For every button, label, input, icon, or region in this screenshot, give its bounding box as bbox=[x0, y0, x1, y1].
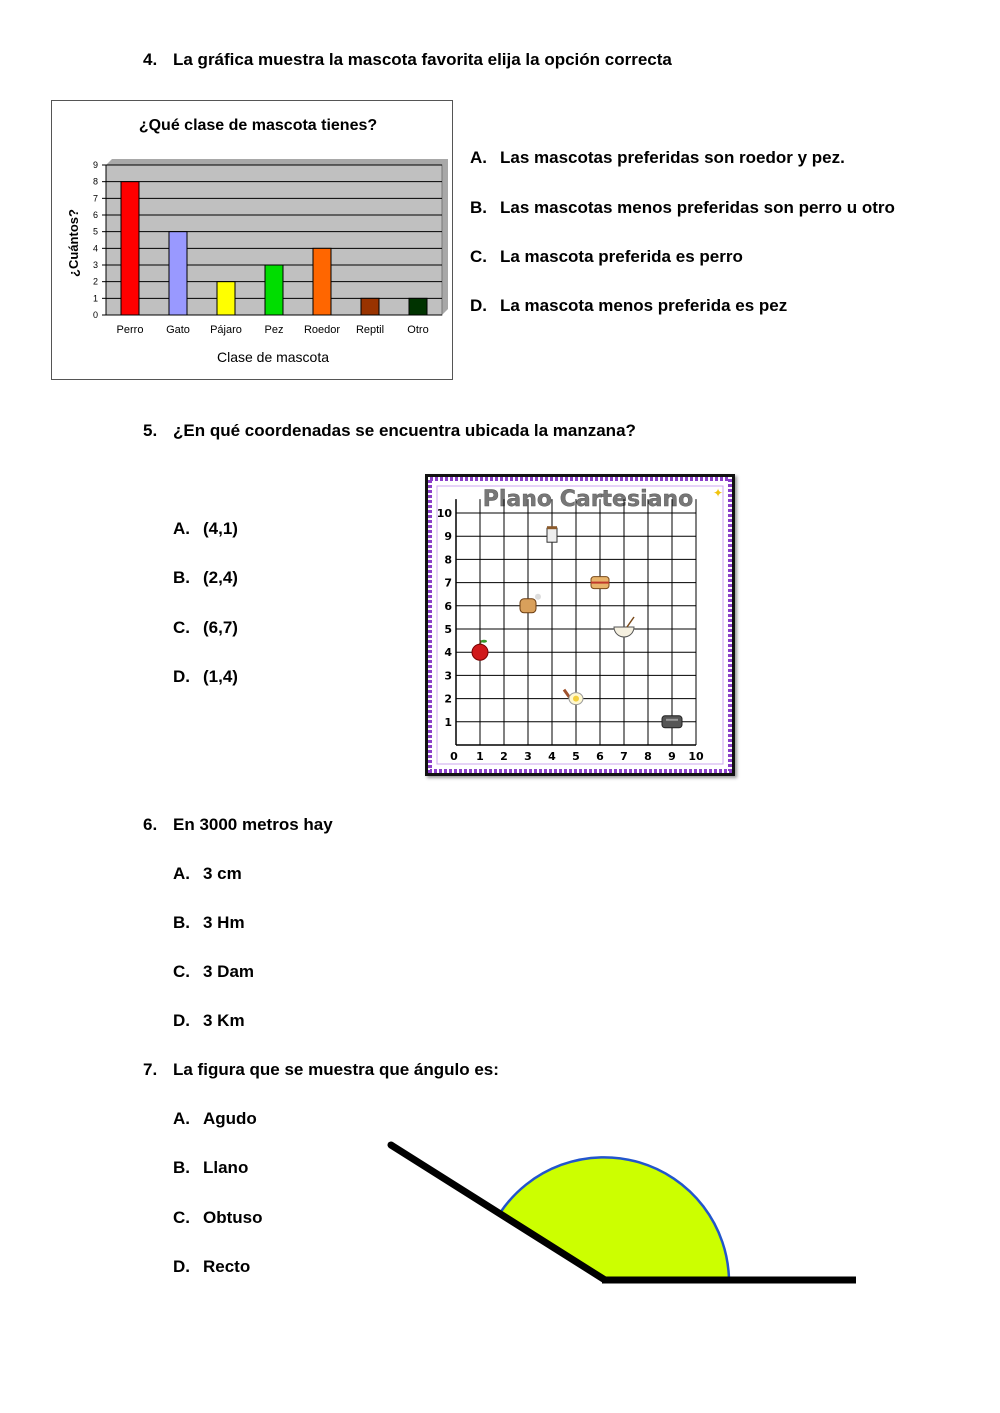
q7-option-d[interactable] bbox=[173, 1257, 250, 1277]
q4-option-d-letter: D. bbox=[470, 296, 487, 315]
q4-option-d[interactable] bbox=[470, 296, 787, 316]
q7-option-a-letter: A. bbox=[173, 1109, 190, 1128]
question-7-number: 7. bbox=[143, 1060, 158, 1079]
x-tick-label: Roedor bbox=[303, 324, 341, 336]
q6-option-d[interactable] bbox=[173, 1011, 245, 1031]
x-tick-label: 0 bbox=[450, 750, 458, 763]
q5-option-b[interactable] bbox=[173, 568, 238, 588]
y-tick-label: 6 bbox=[92, 210, 98, 220]
q4-option-c-letter: C. bbox=[470, 247, 487, 266]
x-axis-label: Clase de mascota bbox=[216, 349, 330, 365]
x-tick-label: Perro bbox=[116, 324, 144, 336]
cup-body bbox=[547, 528, 557, 542]
q7-option-d-letter: D. bbox=[173, 1257, 190, 1276]
y-tick-label: 7 bbox=[92, 193, 98, 204]
angle-arc bbox=[500, 1157, 729, 1280]
y-tick-label: 5 bbox=[444, 623, 452, 636]
q5-option-c[interactable] bbox=[173, 618, 238, 638]
y-tick-label: 10 bbox=[436, 507, 452, 520]
q4-option-b-text: Las mascotas menos preferidas son perro u otro bbox=[500, 198, 895, 217]
q4-option-a-letter: A. bbox=[470, 148, 487, 167]
q5-option-b-text: (2,4) bbox=[203, 568, 238, 587]
q6-option-a-letter: A. bbox=[173, 864, 190, 883]
sandwich-icon bbox=[591, 577, 609, 589]
bar-chart-svg bbox=[52, 101, 452, 379]
x-tick-label: Reptil bbox=[355, 324, 385, 336]
q7-option-c-letter: C. bbox=[173, 1208, 190, 1227]
y-tick-label: 1 bbox=[92, 293, 98, 304]
bar-pez bbox=[265, 265, 283, 315]
y-tick-label: 9 bbox=[444, 530, 452, 544]
y-tick-label: 5 bbox=[92, 226, 98, 237]
bar-pájaro bbox=[217, 282, 235, 315]
q5-option-d-text: (1,4) bbox=[203, 667, 238, 686]
question-5-text: ¿En qué coordenadas se encuentra ubicada la manzana? bbox=[173, 421, 636, 440]
x-tick-label: 8 bbox=[644, 750, 652, 763]
q6-option-d-letter: D. bbox=[173, 1011, 190, 1030]
apple-stem bbox=[480, 640, 481, 644]
q6-option-c-text: 3 Dam bbox=[203, 962, 255, 981]
y-tick-label: 4 bbox=[92, 243, 98, 254]
y-tick-label: 4 bbox=[444, 646, 452, 660]
y-tick-label: 6 bbox=[444, 599, 452, 613]
q4-option-c-text: La mascota preferida es perro bbox=[500, 247, 743, 266]
q6-option-d-text: 3 Km bbox=[203, 1011, 245, 1030]
plane-title: Plano Cartesiano bbox=[482, 487, 694, 512]
y-tick-label: 8 bbox=[92, 176, 98, 187]
q6-option-a-text: 3 cm bbox=[203, 864, 242, 883]
q5-option-d[interactable] bbox=[173, 667, 238, 687]
question-4-number: 4. bbox=[143, 50, 158, 69]
q5-option-a-letter: A. bbox=[173, 519, 190, 538]
bar-roedor bbox=[313, 248, 331, 315]
y-tick-label: 3 bbox=[92, 260, 98, 270]
q6-option-c-letter: C. bbox=[173, 962, 190, 981]
q6-option-a[interactable] bbox=[173, 864, 242, 884]
apple-leaf bbox=[481, 640, 487, 643]
q7-option-c-text: Obtuso bbox=[203, 1208, 263, 1227]
q6-option-b-letter: B. bbox=[173, 913, 190, 932]
y-tick-label: 2 bbox=[444, 692, 452, 706]
y-tick-label: 2 bbox=[92, 276, 98, 287]
q5-option-c-text: (6,7) bbox=[203, 618, 238, 637]
q7-option-d-text: Recto bbox=[203, 1257, 251, 1276]
q7-option-a-text: Agudo bbox=[203, 1109, 257, 1128]
toaster-slot bbox=[666, 719, 678, 721]
question-6-number: 6. bbox=[143, 815, 158, 834]
question-5-number: 5. bbox=[143, 421, 158, 440]
question-5-title bbox=[143, 421, 636, 441]
q5-option-d-letter: D. bbox=[173, 667, 190, 686]
q7-option-b-text: Llano bbox=[203, 1158, 249, 1177]
q6-option-c[interactable] bbox=[173, 962, 254, 982]
question-4-title bbox=[143, 50, 672, 70]
q6-option-b[interactable] bbox=[173, 913, 245, 933]
toast-body bbox=[520, 599, 536, 613]
y-tick-label: 0 bbox=[92, 310, 98, 320]
q5-option-c-letter: C. bbox=[173, 618, 190, 637]
x-tick-label: 10 bbox=[688, 750, 704, 763]
y-tick-label: 9 bbox=[92, 160, 98, 170]
x-tick-label: 7 bbox=[620, 750, 628, 763]
q4-option-b-letter: B. bbox=[470, 198, 487, 217]
cartesian-svg bbox=[428, 477, 732, 773]
x-tick-label: 3 bbox=[524, 750, 532, 763]
obtuse-angle-figure bbox=[380, 1130, 870, 1295]
question-6-text: En 3000 metros hay bbox=[173, 815, 333, 834]
x-tick-label: Otro bbox=[407, 324, 429, 336]
y-axis-label: ¿Cuántos? bbox=[66, 209, 81, 277]
q4-option-a[interactable] bbox=[470, 148, 845, 168]
q5-option-a-text: (4,1) bbox=[203, 519, 238, 538]
bar-otro bbox=[409, 298, 427, 315]
apple-body bbox=[472, 644, 488, 660]
q4-option-d-text: La mascota menos preferida es pez bbox=[500, 296, 788, 315]
pet-bar-chart bbox=[51, 100, 453, 380]
x-tick-label: 4 bbox=[548, 750, 556, 763]
y-tick-label: 7 bbox=[444, 576, 452, 590]
q5-option-b-letter: B. bbox=[173, 568, 190, 587]
sandwich-filling bbox=[591, 582, 609, 584]
egg-yolk bbox=[573, 696, 579, 702]
cup-lid bbox=[547, 526, 557, 529]
y-tick-label: 3 bbox=[444, 669, 452, 683]
q7-option-b-letter: B. bbox=[173, 1158, 190, 1177]
q4-option-c[interactable] bbox=[470, 247, 743, 267]
q7-option-c[interactable] bbox=[173, 1208, 263, 1228]
x-tick-label: Pez bbox=[264, 324, 284, 336]
question-7-title bbox=[143, 1060, 499, 1080]
toaster-body bbox=[662, 716, 682, 728]
x-tick-label: Gato bbox=[166, 324, 190, 336]
question-6-title bbox=[143, 815, 333, 835]
toast-steam bbox=[535, 594, 541, 600]
bar-perro bbox=[121, 182, 139, 315]
q4-option-b[interactable] bbox=[470, 198, 895, 218]
y-tick-label: 1 bbox=[444, 715, 452, 729]
toaster-icon bbox=[662, 716, 682, 728]
x-tick-label: 2 bbox=[500, 750, 508, 763]
q6-option-b-text: 3 Hm bbox=[203, 913, 245, 932]
x-tick-label: 6 bbox=[596, 750, 604, 763]
cartesian-plane bbox=[425, 474, 735, 776]
cup-icon bbox=[547, 526, 557, 542]
x-tick-label: 9 bbox=[668, 750, 676, 763]
sparkle-icon: ✦ bbox=[712, 486, 723, 500]
x-tick-label: 5 bbox=[572, 750, 580, 763]
bar-reptil bbox=[361, 298, 379, 315]
bar-gato bbox=[169, 232, 187, 315]
chart-title: ¿Qué clase de mascota tienes? bbox=[138, 117, 378, 134]
x-tick-label: Pájaro bbox=[210, 324, 242, 336]
q7-option-b[interactable] bbox=[173, 1158, 248, 1178]
question-7-text: La figura que se muestra que ángulo es: bbox=[173, 1060, 499, 1079]
q5-option-a[interactable] bbox=[173, 519, 238, 539]
q4-option-a-text: Las mascotas preferidas son roedor y pez. bbox=[500, 148, 845, 167]
y-tick-label: 8 bbox=[444, 553, 452, 567]
question-4-text: La gráfica muestra la mascota favorita elija la opción correcta bbox=[173, 50, 672, 69]
x-tick-label: 1 bbox=[476, 750, 484, 763]
q7-option-a[interactable] bbox=[173, 1109, 257, 1129]
